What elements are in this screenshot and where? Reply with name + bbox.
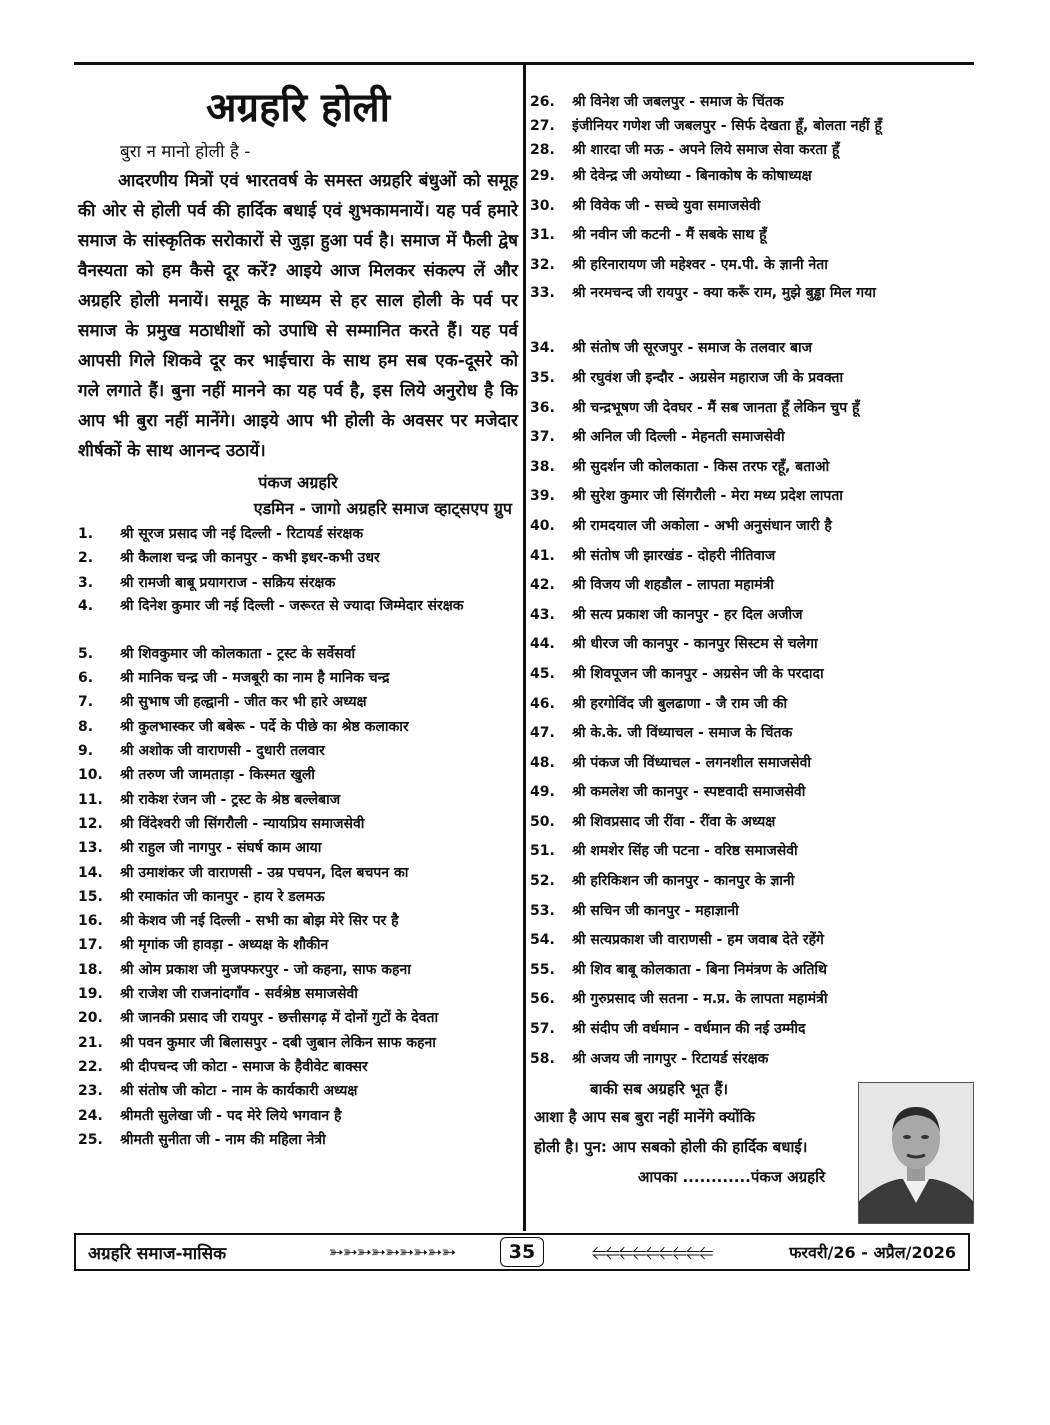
list-item: 55. श्री शिव बाबू कोलकाता - बिना निमंत्रण के अतिथि xyxy=(530,961,827,978)
list-item: 21. श्री पवन कुमार जी बिलासपुर - दबी जुबान लेकिन साफ कहना xyxy=(78,1034,436,1051)
magazine-name: अग्रहरि समाज-मासिक xyxy=(88,1243,227,1264)
list-item: 6. श्री मानिक चन्द्र जी - मजबूरी का नाम है मानिक चन्द्र xyxy=(78,670,390,687)
author-name: पंकज अग्रहरि xyxy=(258,473,338,492)
list-item: 7. श्री सुभाष जी हल्द्वानी - जीत कर भी हारे अध्यक्ष xyxy=(78,694,367,711)
list-item: 57. श्री संदीप जी वर्धमान - वर्धमान की नई उम्मीद xyxy=(530,1021,806,1038)
list-item: 9. श्री अशोक जी वाराणसी - दुधारी तलवार xyxy=(78,743,325,760)
list-item: 4. श्री दिनेश कुमार जी नई दिल्ली - जरूरत से ज्यादा जिम्मेदार संरक्षक xyxy=(78,597,464,614)
list-item: 51. श्री शमशेर सिंह जी पटना - वरिष्ठ समाजसेवी xyxy=(530,843,798,860)
list-item: 8. श्री कुलभास्कर जी बबेरू - पर्दे के पीछे का श्रेष्ठ कलाकार xyxy=(78,718,409,735)
list-item: 1. श्री सूरज प्रसाद जी नई दिल्ली - रिटायर्ड संरक्षक xyxy=(78,526,364,542)
list-item: 25. श्रीमती सुनीता जी - नाम की महिला नेत्री xyxy=(78,1131,326,1148)
footer-bar xyxy=(74,1233,970,1271)
list-item: 22. श्री दीपचन्द जी कोटा - समाज के हैवीवेट बाक्सर xyxy=(78,1058,368,1075)
list-item: 2. श्री कैलाश चन्द्र जी कानपुर - कभी इधर-कभी उधर xyxy=(78,550,380,567)
list-item: 54. श्री सत्यप्रकाश जी वाराणसी - हम जवाब देते रहेंगे xyxy=(530,932,824,949)
list-item: 49. श्री कमलेश जी कानपुर - स्पष्टवादी समाजसेवी xyxy=(530,784,806,801)
list-item: 42. श्री विजय जी शहडौल - लापता महामंत्री xyxy=(530,577,774,594)
author-photo xyxy=(858,1082,974,1224)
list-item: 36. श्री चन्द्रभूषण जी देवघर - मैं सब जानता हूँ लेकिन चुप हूँ xyxy=(530,399,860,416)
list-item: 17. श्री मृगांक जी हावड़ा - अध्यक्ष के शौकीन xyxy=(78,937,329,954)
list-item: 18. श्री ओम प्रकाश जी मुजफ्फरपुर - जो कहना, साफ कहना xyxy=(78,961,411,978)
issue-date: फरवरी/26 - अप्रैल/2026 xyxy=(789,1243,956,1262)
list-item: 35. श्री रघुवंश जी इन्दौर - अग्रसेन महाराज जी के प्रवक्ता xyxy=(530,369,844,386)
column-divider xyxy=(523,64,526,1231)
list-item: 48. श्री पंकज जी विंध्याचल - लगनशील समाजसेवी xyxy=(530,754,812,771)
list-item: 10. श्री तरुण जी जामताड़ा - किस्मत खुली xyxy=(78,767,315,784)
list-item: 46. श्री हरगोविंद जी बुलढाणा - जै राम जी की xyxy=(530,695,788,712)
list-item: 33. श्री नरमचन्द जी रायपुर - क्या करूँ राम, मुझे बुड्ढा मिल गया xyxy=(530,285,876,302)
list-item: 43. श्री सत्य प्रकाश जी कानपुर - हर दिल अजीज xyxy=(530,606,803,623)
right-column xyxy=(530,90,970,1222)
list-item: 41. श्री संतोष जी झारखंड - दोहरी नीतिवाज xyxy=(530,547,776,564)
list-item: 40. श्री रामदयाल जी अकोला - अभी अनुसंधान जारी है xyxy=(530,517,832,534)
list-item: 45. श्री शिवपूजन जी कानपुर - अग्रसेन जी के परदादा xyxy=(530,665,824,682)
list-item: 12. श्री विंदेश्वरी जी सिंगरौली - न्यायप्रिय समाजसेवी xyxy=(78,815,365,832)
honors-list-right xyxy=(530,90,970,1074)
closing-line-1: आशा है आप सब बुरा नहीं मानेंगे क्योंकि xyxy=(534,1108,755,1127)
closing-line-2: होली है। पुन: आप सबको होली की हार्दिक बधाई। xyxy=(534,1138,808,1157)
greeting: बुरा न मानो होली है - xyxy=(120,142,251,162)
list-item: 23. श्री संतोष जी कोटा - नाम के कार्यकारी अध्यक्ष xyxy=(78,1083,358,1100)
list-item: 47. श्री के.के. जी विंध्याचल - समाज के चिंतक xyxy=(530,725,793,742)
decorative-arrows-left: ➳➳➳➳➳➳➳➳➳ xyxy=(328,1241,456,1263)
list-item: 31. श्री नवीन जी कटनी - मैं सबके साथ हूँ xyxy=(530,227,767,244)
list-item: 34. श्री संतोष जी सूरजपुर - समाज के तलवार बाज xyxy=(530,340,812,357)
list-item: 19. श्री राजेश जी राजनांदगाँव - सर्वश्रेष्ठ समाजसेवी xyxy=(78,986,358,1003)
article-title: अग्रहरि होली xyxy=(205,85,391,131)
author-role: एडमिन - जागो अग्रहरि समाज व्हाट्सएप ग्रुप xyxy=(253,499,512,518)
list-item: 27. इंजीनियर गणेश जी जबलपुर - सिर्फ देखता हूँ, बोलता नहीं हूँ xyxy=(530,118,882,134)
list-item: 16. श्री केशव जी नई दिल्ली - सभी का बोझ मेरे सिर पर है xyxy=(78,913,399,930)
page-number: 35 xyxy=(500,1237,544,1267)
left-column xyxy=(78,74,518,1152)
list-item: 39. श्री सुरेश कुमार जी सिंगरौली - मेरा मध्य प्रदेश लापता xyxy=(530,488,843,505)
list-item: 37. श्री अनिल जी दिल्ली - मेहनती समाजसेवी xyxy=(530,429,785,446)
decorative-arrows-right: ⥢⥢⥢⥢⥢⥢⥢⥢⥢ xyxy=(591,1241,713,1263)
intro-paragraph: आदरणीय मित्रों एवं भारतवर्ष के समस्त अग्रहरि बंधुओं को समूह की ओर से होली पर्व की हार्दिक बधाई एवं शुभकामनायें। यह पर्व हमारे समाज के सांस्कृतिक सरोकारों से जुड़ा हुआ पर्व है। समाज में फैली द्वेष वैनस्यता को हम कैसे दूर करें? आइये आज मिलकर संकल्प लें और अग्रहरि होली मनायें। समूह के माध्यम से हर साल होली के पर्व पर समाज के प्रमुख मठाधीशों को उपाधि से सम्मानित करते हैं। यह पर्व आपसी गिले शिकवे दूर कर भाईचारा के साथ हम सब एक-दूसरे को गले लगाते हैं। बुना नहीं मानने का यह पर्व है, इस लिये अनुरोध है कि आप भी बुरा नहीं मानेंगे। आइये आप भी होली के अवसर पर मजेदार शीर्षकों के साथ आनन्द उठायें। xyxy=(78,171,518,461)
list-item: 15. श्री रमाकांत जी कानपुर - हाय रे डलमऊ xyxy=(78,888,325,905)
list-item: 38. श्री सुदर्शन जी कोलकाता - किस तरफ रहूँ, बताओ xyxy=(530,458,830,475)
list-item: 30. श्री विवेक जी - सच्चे युवा समाजसेवी xyxy=(530,197,761,214)
list-item: 5. श्री शिवकुमार जी कोलकाता - ट्रस्ट के सर्वेसर्वा xyxy=(78,645,356,662)
list-item: 24. श्रीमती सुलेखा जी - पद मेरे लिये भगवान है xyxy=(78,1107,342,1124)
list-item: 28. श्री शारदा जी मऊ - अपने लिये समाज सेवा करता हूँ xyxy=(530,142,840,158)
closing-remark: बाकी सब अग्रहरि भूत हैं। xyxy=(590,1080,729,1099)
honors-list-left xyxy=(78,522,518,1152)
list-item: 11. श्री राकेश रंजन जी - ट्रस्ट के श्रेष्ठ बल्लेबाज xyxy=(78,791,341,808)
list-item: 53. श्री सचिन जी कानपुर - महाज्ञानी xyxy=(530,902,739,919)
list-item: 3. श्री रामजी बाबू प्रयागराज - सक्रिय संरक्षक xyxy=(78,574,336,591)
list-item: 13. श्री राहुल जी नागपुर - संघर्ष काम आया xyxy=(78,840,322,857)
list-item: 20. श्री जानकी प्रसाद जी रायपुर - छत्तीसगढ़ में दोनों गुटों के देवता xyxy=(78,1010,439,1027)
list-item: 44. श्री धीरज जी कानपुर - कानपुर सिस्टम से चलेगा xyxy=(530,636,818,653)
list-item: 58. श्री अजय जी नागपुर - रिटायर्ड संरक्षक xyxy=(530,1050,769,1067)
list-item: 29. श्री देवेन्द्र जी अयोध्या - बिनाकोष के कोषाध्यक्ष xyxy=(530,168,812,184)
closing-signature: आपका ............पंकज अग्रहरि xyxy=(638,1168,826,1187)
portrait-image xyxy=(859,1083,973,1223)
list-item: 50. श्री शिवप्रसाद जी रींवा - रींवा के अध्यक्ष xyxy=(530,813,776,830)
list-item: 26. श्री विनेश जी जबलपुर - समाज के चिंतक xyxy=(530,94,784,110)
list-item: 14. श्री उमाशंकर जी वाराणसी - उम्र पचपन, दिल बचपन का xyxy=(78,864,409,881)
list-item: 32. श्री हरिनारायण जी महेश्वर - एम.पी. के ज्ञानी नेता xyxy=(530,256,828,273)
list-item: 56. श्री गुरुप्रसाद जी सतना - म.प्र. के लापता महामंत्री xyxy=(530,991,828,1008)
list-item: 52. श्री हरिकिशन जी कानपुर - कानपुर के ज्ञानी xyxy=(530,873,795,890)
